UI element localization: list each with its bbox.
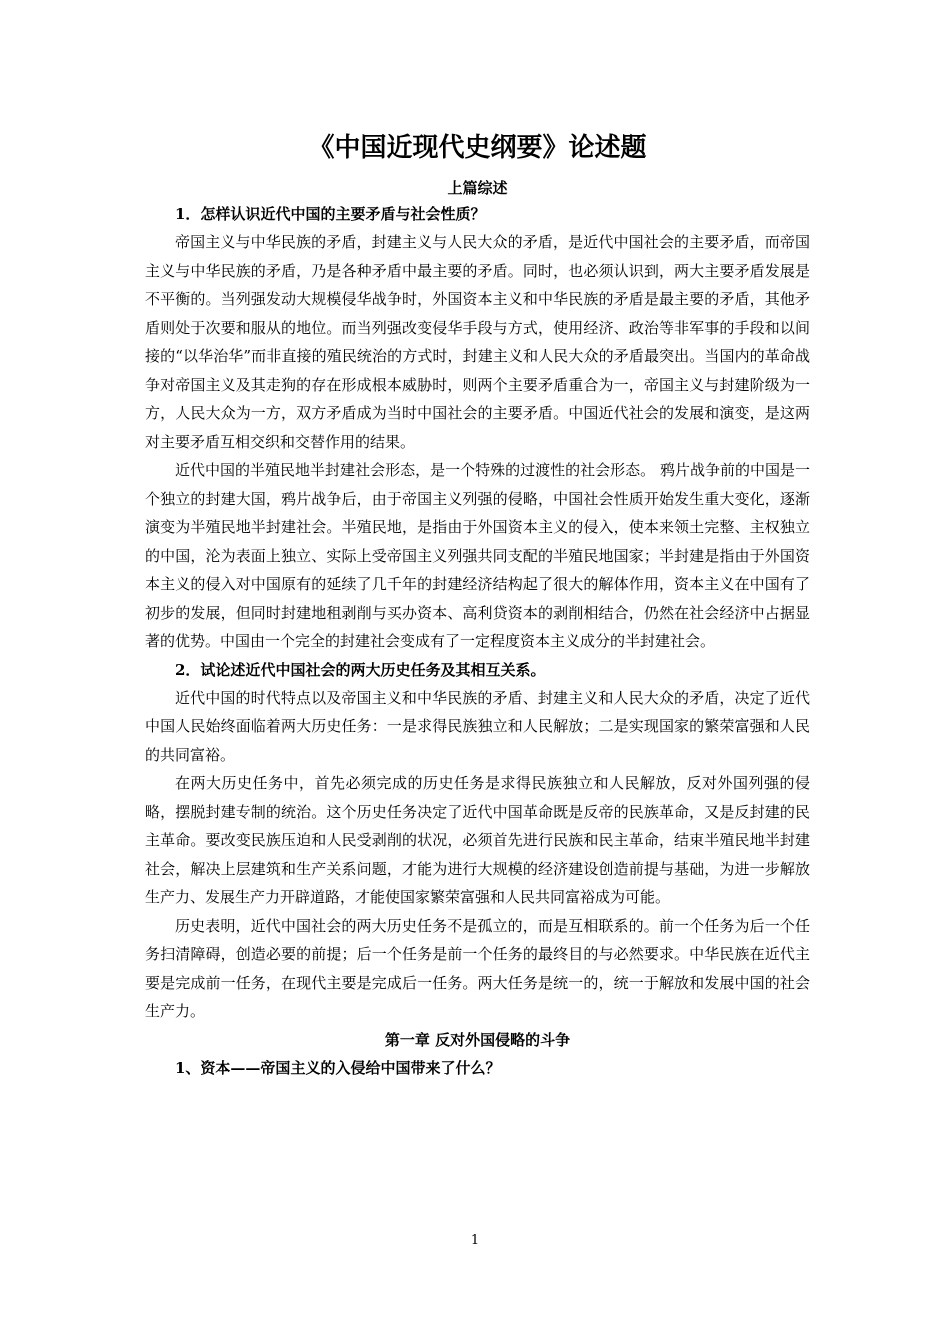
part-heading: 上篇综述	[447, 179, 508, 197]
question-2-paragraph-2: 在两大历史任务中，首先必须完成的历史任务是求得民族独立和人民解放，反对外国列强的侵略，摆脱封建专制的统治。这个历史任务决定了近代中国革命既是反帝的民族革命，又是反封建的民主革命。要改变民族压迫和人民受剥削的状况，必须首先进行民族和民主革命，结束半殖民地半封建社会，解决上层建筑和生产关系问题，才能为进行大规模的经济建设创造前提与基础，为进一步解放生产力、发展生产力开辟道路，才能使国家繁荣富强和人民共同富裕成为可能。	[145, 774, 810, 906]
question-2-paragraph-3: 历史表明，近代中国社会的两大历史任务不是孤立的，而是互相联系的。前一个任务为后一个任务扫清障碍，创造必要的前提；后一个任务是前一个任务的最终目的与必然要求。中华民族在近代主要是完成前一任务，在现代主要是完成后一任务。两大任务是统一的，统一于解放和发展中国的社会生产力。	[145, 916, 810, 1020]
chapter-heading: 第一章 反对外国侵略的斗争	[384, 1030, 571, 1049]
question-2: 2．试论述近代中国社会的两大历史任务及其相互关系。	[175, 660, 546, 679]
question-1-paragraph-2: 近代中国的半殖民地半封建社会形态，是一个特殊的过渡性的社会形态。 鸦片战争前的中国是一个独立的封建大国，鸦片战争后，由于帝国主义列强的侵略，中国社会性质开始发生重大变化，逐渐演变为半殖民地半封建社会。半殖民地，是指由于外国资本主义的侵入，使本来领土完整、主权独立的中国，沦为表面上独立、实际上受帝国主义列强共同支配的半殖民地国家；半封建是指由于外国资本主义的侵入对中国原有的延续了几千年的封建经济结构起了很大的解体作用，资本主义在中国有了初步的发展，但同时封建地租剥削与买办资本、高利贷资本的剥削相结合，仍然在社会经济中占据显著的优势。中国由一个完全的封建社会变成有了一定程度资本主义成分的半封建社会。	[145, 461, 810, 650]
question-1-paragraph-1: 帝国主义与中华民族的矛盾，封建主义与人民大众的矛盾，是近代中国社会的主要矛盾，而帝国主义与中华民族的矛盾，乃是各种矛盾中最主要的矛盾。同时，也必须认识到，两大主要矛盾发展是不平衡的。当列强发动大规模侵华战争时，外国资本主义和中华民族的矛盾是最主要的矛盾，其他矛盾则处于次要和服从的地位。而当列强改变侵华手段与方式，使用经济、政治等非军事的手段和以间接的“以华治华”而非直接的殖民统治的方式时，封建主义和人民大众的矛盾最突出。当国内的革命战争对帝国主义及其走狗的存在形成根本威胁时，则两个主要矛盾重合为一，帝国主义与封建阶级为一方，人民大众为一方，双方矛盾成为当时中国社会的主要矛盾。中国近代社会的发展和演变，是这两对主要矛盾互相交织和交替作用的结果。	[145, 233, 810, 451]
question-3: 1、资本——帝国主义的入侵给中国带来了什么？	[175, 1058, 501, 1077]
document-page	[145, 128, 810, 1082]
page-number: 1	[470, 1233, 480, 1248]
question-1: 1．怎样认识近代中国的主要矛盾与社会性质？	[175, 205, 486, 223]
question-2-paragraph-1: 近代中国的时代特点以及帝国主义和中华民族的矛盾、封建主义和人民大众的矛盾，决定了近代中国人民始终面临着两大历史任务：一是求得民族独立和人民解放；二是实现国家的繁荣富强和人民的共同富裕。	[145, 688, 810, 764]
document-title: 《中国近现代史纲要》论述题	[308, 133, 647, 163]
